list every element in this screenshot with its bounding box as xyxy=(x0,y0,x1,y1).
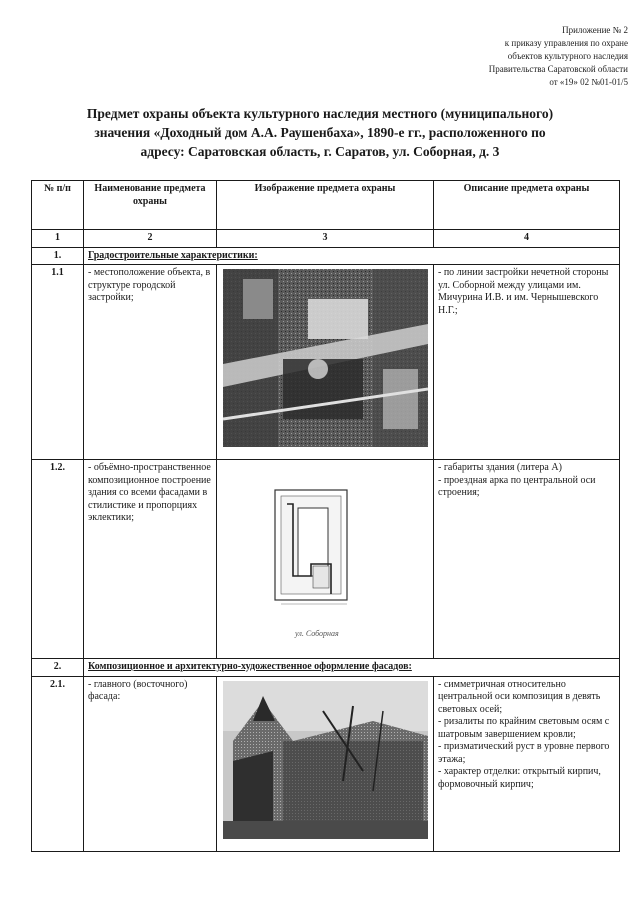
appendix-date-line: от «19» 02 №01-01/5 xyxy=(549,77,628,87)
title-line: адресу: Саратовская область, г. Саратов, ул. Соборная, д. 3 xyxy=(140,144,500,159)
description-item: - габариты здания (литера А) xyxy=(438,462,562,473)
column-numbers-row xyxy=(32,230,620,248)
column-number: 4 xyxy=(434,230,620,248)
description-item: - призматический руст в уровне первого этажа; xyxy=(438,741,610,765)
table-header-row xyxy=(32,181,620,230)
row-number: 2.1. xyxy=(32,676,84,851)
description-item: - симметричная относительно центральной оси композиция в девять световых осей; xyxy=(438,678,601,715)
row-description xyxy=(434,460,620,659)
row-name: - местоположение объекта, в структуре городской застройки; xyxy=(84,265,217,460)
header-image: Изображение предмета охраны xyxy=(217,181,434,230)
row-number: 1.2. xyxy=(32,460,84,659)
table-row xyxy=(32,265,620,460)
section-number: 1. xyxy=(32,247,84,265)
header-name: Наименование предмета охраны xyxy=(84,181,217,230)
column-number: 3 xyxy=(217,230,434,248)
appendix-header xyxy=(438,24,628,89)
section-label: Градостроительные характеристики: xyxy=(84,247,620,265)
row-name: - объёмно-пространственное композиционное построение здания со всеми фасадами в стилистике и пропорциях эклектики; xyxy=(84,460,217,659)
protection-subject-table xyxy=(31,180,620,852)
column-number: 1 xyxy=(32,230,84,248)
table-row xyxy=(32,676,620,851)
table-row xyxy=(32,460,620,659)
header-number: № п/п xyxy=(32,181,84,230)
description-item: - ризалиты по крайним световым осям с шатровым завершением кровли; xyxy=(438,716,610,740)
section-number: 2. xyxy=(32,659,84,677)
row-number: 1.1 xyxy=(32,265,84,460)
title-line: значения «Доходный дом А.А. Раушенбаха», 1890-е гг., расположенного по xyxy=(94,125,546,140)
description-item: - характер отделки: открытый кирпич, формовочный кирпич; xyxy=(438,766,601,790)
appendix-line: к приказу управления по охране xyxy=(504,38,628,48)
aerial-photo xyxy=(223,269,428,447)
description-item: - проездная арка по центральной оси строения; xyxy=(438,474,596,498)
site-plan xyxy=(223,464,428,646)
section-row xyxy=(32,659,620,677)
plan-street-label: ул. Соборная xyxy=(295,629,339,638)
row-description xyxy=(434,676,620,851)
title-line: Предмет охраны объекта культурного наследия местного (муниципального) xyxy=(86,106,554,121)
appendix-line: Правительства Саратовской области xyxy=(488,64,628,74)
section-label: Композиционное и архитектурно-художественное оформление фасадов: xyxy=(84,659,620,677)
facade-photo-cell xyxy=(217,676,434,851)
appendix-line: объектов культурного наследия xyxy=(507,51,628,61)
site-plan-cell xyxy=(217,460,434,659)
appendix-line: Приложение № 2 xyxy=(562,25,628,35)
facade-photo xyxy=(223,681,428,839)
description-item: - по линии застройки нечетной стороны ул. Соборной между улицами им. Мичурина И.В. и им. Чернышевского Н.Г.; xyxy=(438,267,609,316)
section-row xyxy=(32,247,620,265)
document-title xyxy=(30,104,610,161)
row-name: - главного (восточного) фасада: xyxy=(84,676,217,851)
column-number: 2 xyxy=(84,230,217,248)
header-description: Описание предмета охраны xyxy=(434,181,620,230)
aerial-photo-cell xyxy=(217,265,434,460)
row-description xyxy=(434,265,620,460)
